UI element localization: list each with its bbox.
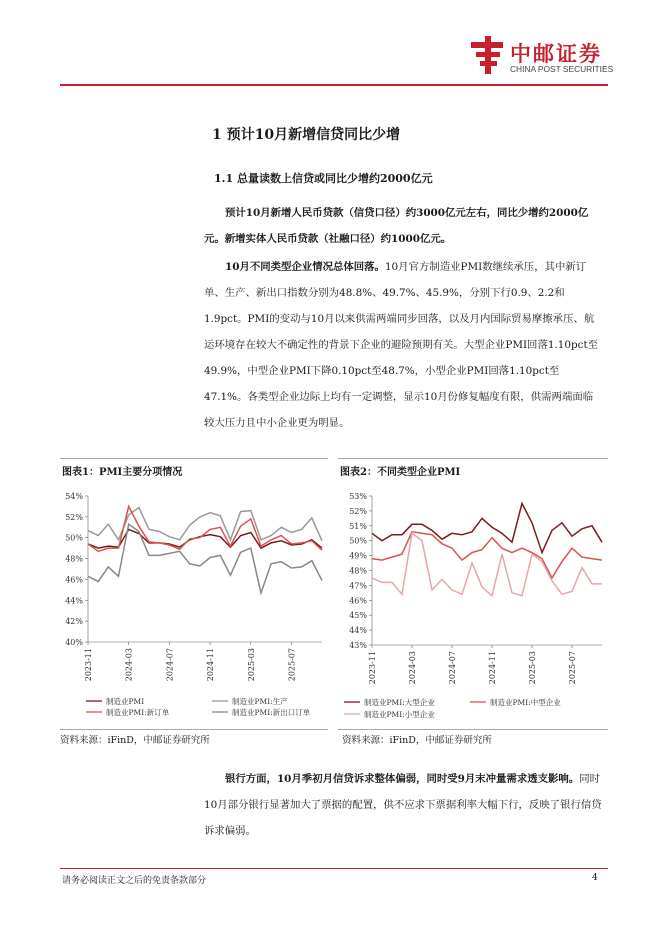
- y-tick-label: 46%: [65, 575, 83, 585]
- x-tick-label: 2024-07: [448, 651, 457, 685]
- china-post-logo-icon: [468, 36, 508, 74]
- brand-name-cn: 中邮证券: [510, 42, 602, 66]
- series-line: [88, 506, 322, 551]
- paragraph-text: 10月官方制造业PMI数继续承压，其中新订单、生产、新出口指数分别为48.8%、49.7%、45.9%，分别下行0.9、2.2和1.9pct。PMI的变动与10月以来供需两端同步回落，以及月内国际贸易摩擦承压、航运环境存在较大不确定性的背景下企业的避险预期有关。大型企业PMI回落1.10pct至49.9%，中型企业PMI下降0.10pct至48.7%，小型企业PMI回落1.10pct至47.1%。各类型企业边际上均有一定调整，显示10月份修复幅度有限，供需两端面临较大压力且中小企业更为明显。: [204, 261, 599, 429]
- chart1-source: 资料来源：iFinD，中邮证券研究所: [60, 735, 210, 746]
- x-tick-label: 2024-07: [165, 648, 175, 682]
- legend-label: 制造业PMI:中型企业: [490, 698, 561, 707]
- y-tick-label: 44%: [65, 596, 83, 606]
- paragraph-pmi: [204, 254, 602, 436]
- y-tick-label: 52%: [349, 506, 367, 516]
- paragraph-lead: 10月不同类型企业情况总体回落。: [225, 261, 385, 273]
- y-tick-label: 50%: [349, 536, 367, 546]
- x-tick-label: 2024-11: [488, 651, 497, 685]
- chart2-source: 资料来源：iFinD，中邮证券研究所: [342, 735, 492, 746]
- legend-label: 制造业PMI:新订单: [106, 708, 170, 717]
- page-number: 4: [592, 873, 598, 883]
- y-tick-label: 48%: [349, 566, 367, 576]
- chart-enterprise-pmi: [338, 458, 608, 730]
- x-tick-label: 2024-03: [124, 648, 134, 682]
- x-tick-label: 2024-11: [206, 648, 216, 682]
- y-tick-label: 53%: [349, 492, 367, 501]
- y-tick-label: 54%: [65, 492, 83, 501]
- subsection-title: 1.1 总量读数上信贷或同比少增约2000亿元: [214, 172, 433, 185]
- y-tick-label: 45%: [349, 611, 367, 621]
- chart-title: 图表2：不同类型企业PMI: [340, 467, 461, 478]
- y-tick-label: 46%: [349, 596, 367, 606]
- footer-rule: [60, 868, 608, 869]
- x-tick-label: 2025-07: [287, 648, 297, 682]
- y-tick-label: 52%: [65, 512, 83, 522]
- paragraph-credit-forecast: [204, 200, 602, 252]
- y-tick-label: 51%: [349, 521, 367, 531]
- legend-label: 制造业PMI:小型企业: [364, 710, 435, 719]
- chart1-svg: [60, 479, 328, 727]
- x-tick-label: 2025-07: [568, 651, 577, 685]
- paragraph-banks: [204, 766, 602, 844]
- y-tick-label: 44%: [349, 626, 367, 636]
- x-tick-label: 2024-03: [408, 651, 417, 685]
- y-tick-label: 48%: [65, 554, 83, 564]
- brand-name-en: CHINA POST SECURITIES: [510, 64, 614, 74]
- series-line: [88, 524, 322, 593]
- chart2-svg: [338, 479, 608, 727]
- x-tick-label: 2025-03: [246, 648, 256, 682]
- y-tick-label: 42%: [65, 617, 83, 627]
- paragraph-text: 预计10月新增人民币贷款（信贷口径）约3000亿元左右，同比少增约2000亿元。新增实体人民币贷款（社融口径）约1000亿元。: [204, 207, 589, 245]
- footer-disclaimer: 请务必阅读正文之后的免责条款部分: [62, 876, 207, 886]
- header-rule: [60, 84, 608, 86]
- x-tick-label: 2025-03: [528, 651, 537, 685]
- y-tick-label: 49%: [349, 551, 367, 561]
- legend-label: 制造业PMI:新出口订单: [232, 708, 311, 717]
- y-tick-label: 50%: [65, 533, 83, 543]
- chart-title: 图表1：PMI主要分项情况: [62, 467, 183, 478]
- y-tick-label: 47%: [349, 581, 367, 591]
- x-tick-label: 2023-11: [368, 651, 377, 685]
- x-tick-label: 2023-11: [84, 648, 93, 682]
- paragraph-lead: 银行方面，10月季初月信贷诉求整体偏弱，同时受9月末冲量需求透支影响。: [225, 773, 580, 785]
- section-title: 1 预计10月新增信贷同比少增: [212, 127, 401, 143]
- legend-label: 制造业PMI: [106, 697, 145, 706]
- legend-label: 制造业PMI:大型企业: [364, 698, 435, 707]
- paragraph-text: 同时10月部分银行显著加大了票据的配置，供不应求下票据利率大幅下行，反映了银行信贷诉求偏弱。: [204, 773, 602, 837]
- brand-logo: [466, 36, 616, 78]
- chart-pmi-components: [60, 458, 328, 730]
- y-tick-label: 43%: [349, 641, 367, 650]
- y-tick-label: 40%: [65, 638, 83, 647]
- legend-label: 制造业PMI:生产: [232, 697, 288, 706]
